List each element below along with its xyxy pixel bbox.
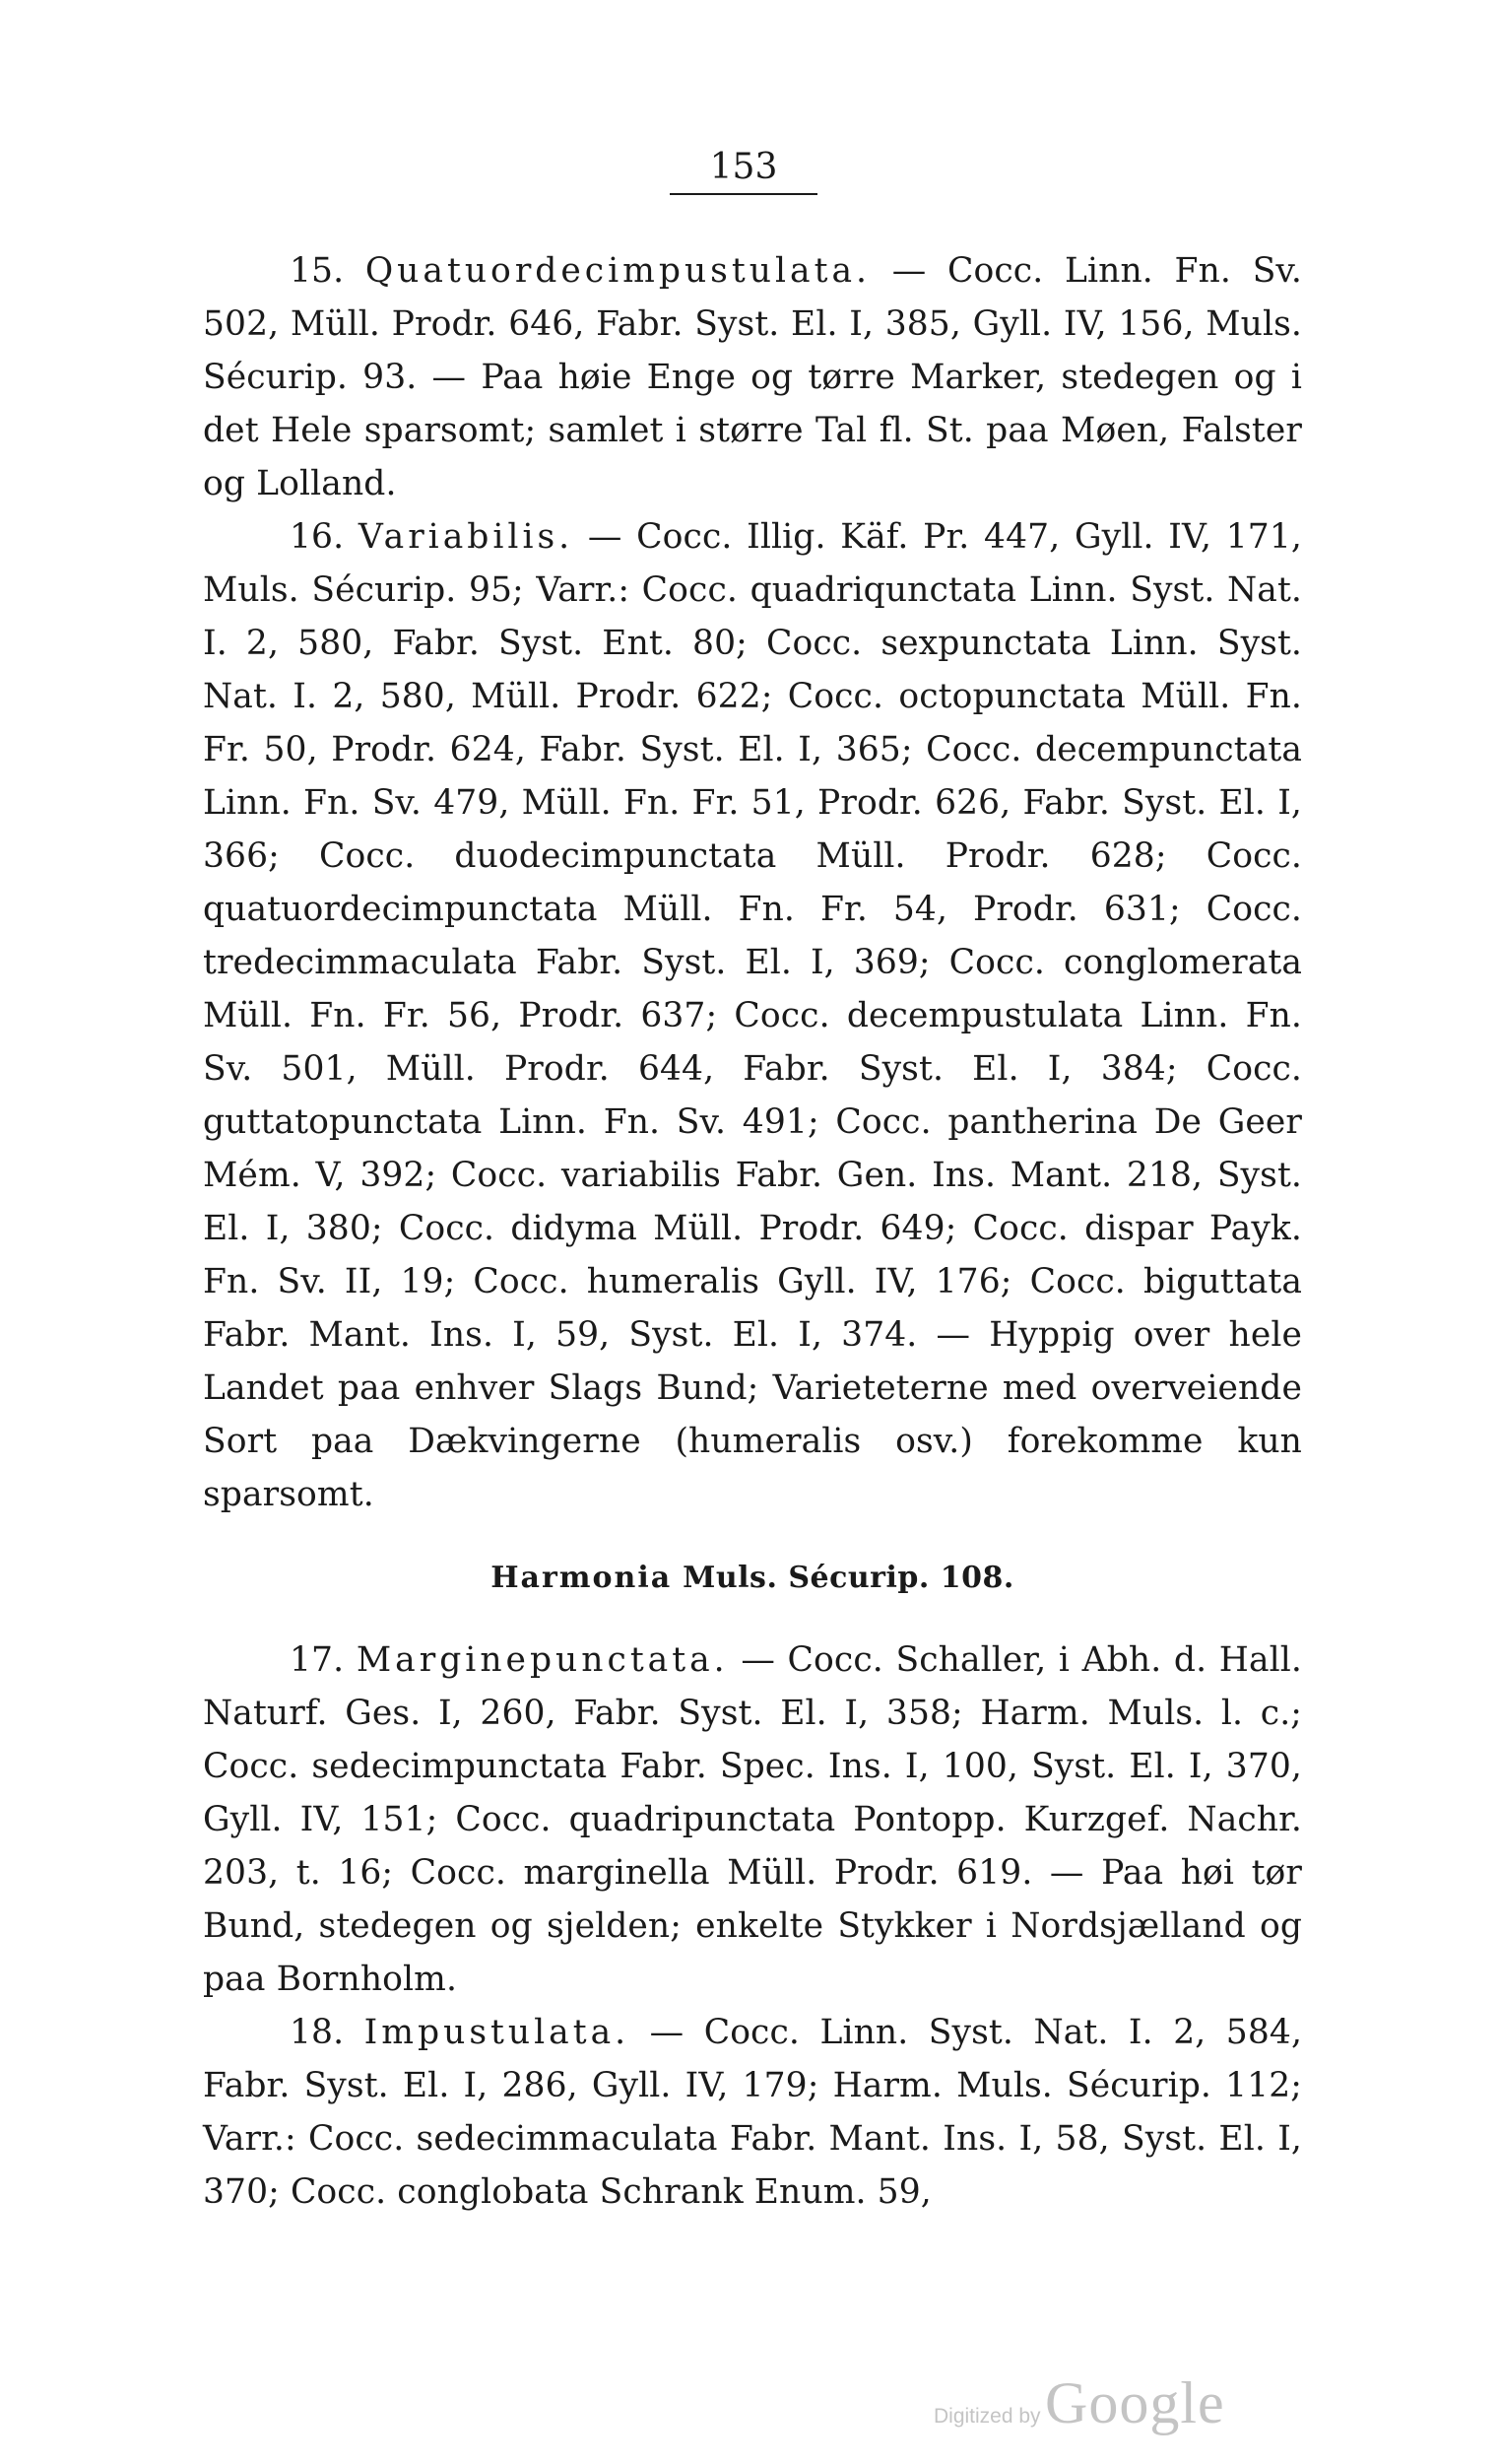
species-name: Marginepunctata. — [356, 1640, 729, 1680]
species-name: Variabilis. — [358, 517, 574, 557]
text-column — [203, 244, 1302, 2219]
species-name: Impustulata. — [363, 2013, 630, 2052]
entry-number: 18. — [290, 2013, 345, 2052]
entry-17 — [203, 1633, 1302, 2006]
entry-body: — Cocc. Linn. Syst. Nat. I. 2, 584, Fabr. Syst. El. I, 286, Gyll. IV, 179; Harm. Muls. Sécurip. 112; Varr.: Cocc. sedecimmaculata Fabr. Mant. Ins. I, 58, Syst. El. I, 370; Cocc. conglobata Schrank Enum. 59, — [203, 2013, 1303, 2212]
entry-body: — Cocc. Schaller, i Abh. d. Hall. Naturf. Ges. I, 260, Fabr. Syst. El. I, 358; Harm. Muls. l. c.; Cocc. sedecimpunctata Fabr. Spec. Ins. I, 100, Syst. El. I, 370, Gyll. IV, 151; Cocc. quadripunctata Pontopp. Kurzgef. Nachr. 203, t. 16; Cocc. marginella Müll. Prodr. 619. — Paa høi tør Bund, stedegen og sjelden; enkelte Stykker i Nordsjælland og paa Bornholm. — [203, 1640, 1302, 1999]
digitized-watermark — [934, 2369, 1225, 2437]
entry-16 — [203, 510, 1302, 1521]
species-name: Quatuordecimpustulata. — [364, 251, 871, 291]
entry-18 — [203, 2006, 1302, 2219]
page-number: 153 — [670, 146, 817, 195]
entry-number: 15. — [290, 251, 345, 291]
genus-name: Harmonia — [490, 1561, 673, 1595]
entry-body: — Cocc. Linn. Fn. Sv. 502, Müll. Prodr. 646, Fabr. Syst. El. I, 385, Gyll. IV, 156, Muls. Sécurip. 93. — Paa høie Enge og tørre Marker, stedegen og i det Hele sparsomt; samlet i større Tal fl. St. paa Møen, Falster og Lolland. — [203, 251, 1302, 503]
watermark-small-text: Digitized by — [934, 2405, 1041, 2428]
genus-heading — [203, 1559, 1302, 1598]
google-logo: Google — [1045, 2370, 1225, 2435]
genus-reference: Muls. Sécurip. 108. — [683, 1561, 1014, 1595]
entry-number: 17. — [290, 1640, 345, 1680]
entry-body: — Cocc. Illig. Käf. Pr. 447, Gyll. IV, 171, Muls. Sécurip. 95; Varr.: Cocc. quadriqunctata Linn. Syst. Nat. I. 2, 580, Fabr. Syst. Ent. 80; Cocc. sexpunctata Linn. Syst. Nat. I. 2, 580, Müll. Prodr. 622; Cocc. octopunctata Müll. Fn. Fr. 50, Prodr. 624, Fabr. Syst. El. I, 365; Cocc. decempunctata Linn. Fn. Sv. 479, Müll. Fn. Fr. 51, Prodr. 626, Fabr. Syst. El. I, 366; Cocc. duodecimpunctata Müll. Prodr. 628; Cocc. quatuordecimpunctata Müll. Fn. Fr. 54, Prodr. 631; Cocc. tredecimmaculata Fabr. Syst. El. I, 369; Cocc. conglomerata Müll. Fn. Fr. 56, Prodr. 637; Cocc. decempustulata Linn. Fn. Sv. 501, Müll. Prodr. 644, Fabr. Syst. El. I, 384; Cocc. guttatopunctata Linn. Fn. Sv. 491; Cocc. pantherina De Geer Mém. V, 392; Cocc. variabilis Fabr. Gen. Ins. Mant. 218, Syst. El. I, 380; Cocc. didyma Müll. Prodr. 649; Cocc. dispar Payk. Fn. Sv. II, 19; Cocc. humeralis Gyll. IV, 176; Cocc. biguttata Fabr. Mant. Ins. I, 59, Syst. El. I, 374. — Hyppig over hele Landet paa enhver Slags Bund; Varieteterne med overveiende Sort paa Dækvingerne (humeralis osv.) forekomme kun sparsomt. — [203, 517, 1302, 1514]
entry-number: 16. — [290, 517, 345, 557]
entry-15 — [203, 244, 1302, 510]
